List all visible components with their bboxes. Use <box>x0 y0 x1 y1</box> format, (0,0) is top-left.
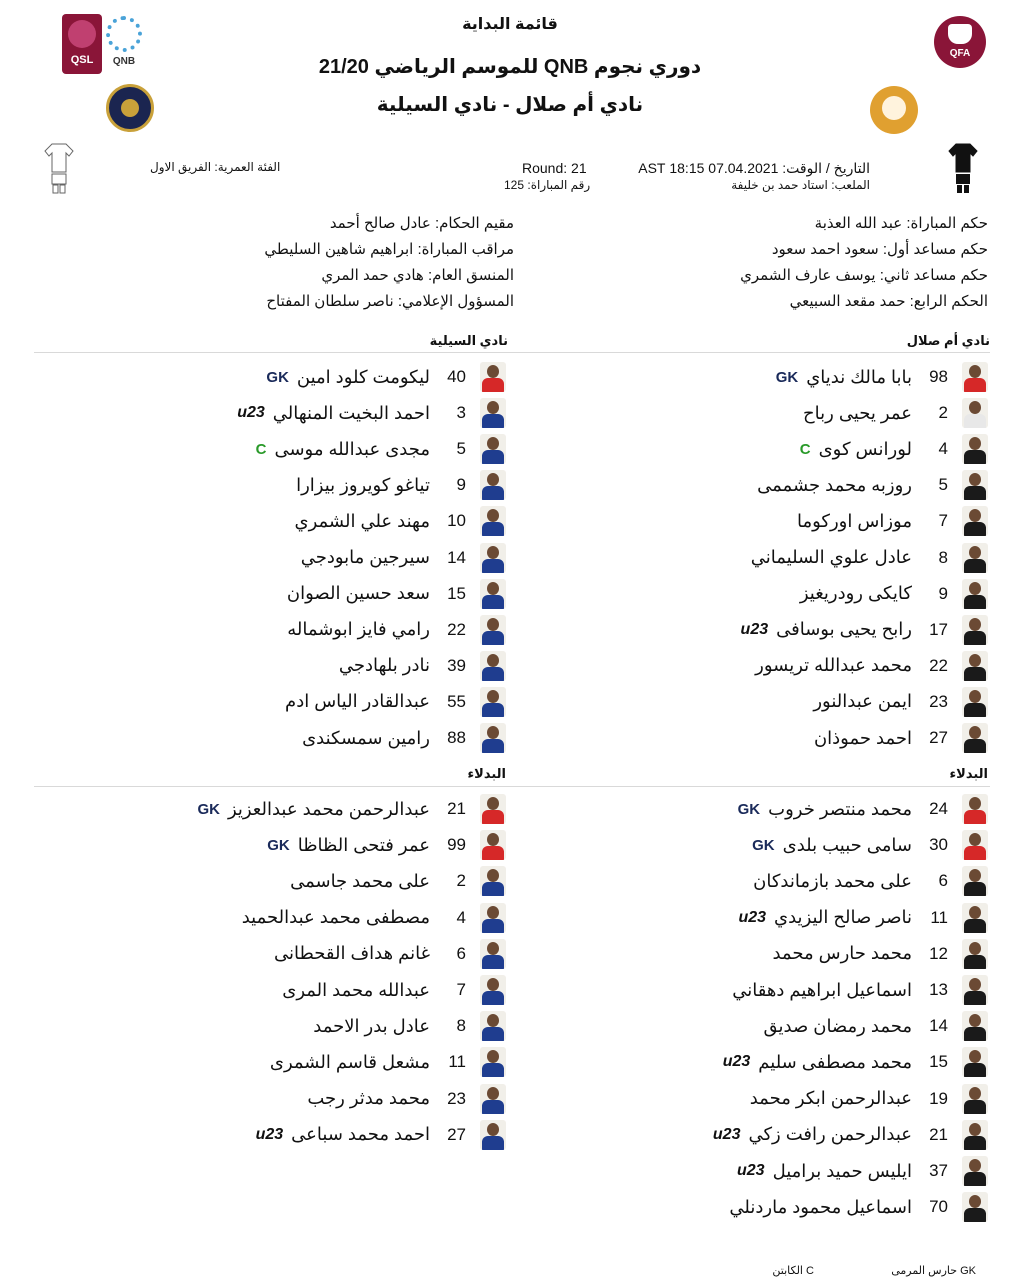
player-photo <box>480 903 506 933</box>
player-number: 27 <box>447 1124 466 1144</box>
player-photo <box>962 1120 988 1150</box>
player-photo <box>962 543 988 573</box>
u23-badge: u23 <box>738 908 767 926</box>
player-row <box>750 1082 988 1116</box>
player-row <box>296 468 506 502</box>
player-photo <box>480 866 506 896</box>
player-row <box>757 468 988 502</box>
official-assistant-1: حكم مساعد أول: سعود احمد سعود <box>771 241 988 258</box>
player-number: 21 <box>447 799 466 818</box>
u23-badge: u23 <box>237 404 265 422</box>
player-row <box>814 721 988 755</box>
player-photo <box>962 398 988 428</box>
player-row <box>813 685 988 719</box>
player-photo <box>962 1011 988 1041</box>
player-row <box>339 649 506 683</box>
player-photo <box>480 543 506 573</box>
player-name: عبدالرحمن رافت زكي <box>748 1124 912 1145</box>
player-number: 8 <box>938 547 948 567</box>
player-row <box>732 973 988 1007</box>
player-photo <box>480 615 506 645</box>
player-row <box>197 792 506 826</box>
player-name: مهند علي الشمري <box>294 510 430 531</box>
player-name: ناصر صالح اليزيدي <box>774 907 912 928</box>
player-photo <box>962 830 988 860</box>
player-row <box>755 649 988 683</box>
player-name: عمر فتحى الظاظا <box>297 834 430 855</box>
player-photo <box>962 975 988 1005</box>
match-datetime: التاريخ / الوقت: 07.04.2021 18:15 AST <box>638 160 870 176</box>
player-number: 40 <box>447 367 466 386</box>
player-photo <box>480 1120 506 1150</box>
player-number: 4 <box>938 439 948 459</box>
player-row <box>751 541 988 575</box>
player-photo <box>962 506 988 536</box>
player-row <box>738 792 988 826</box>
player-name: عبدالله محمد المرى <box>282 979 430 1000</box>
player-name: احمد محمد سباعى <box>291 1124 430 1145</box>
player-name: موزاس اوركوما <box>797 510 912 531</box>
qfa-logo <box>934 16 986 68</box>
player-name: احمد البخيت المنهالي <box>272 402 430 423</box>
player-number: 2 <box>456 871 466 891</box>
player-name: رامين سمسكندى <box>302 727 430 748</box>
player-photo <box>480 723 506 753</box>
player-name: سامى حبيب بلدى <box>782 834 912 855</box>
player-photo <box>480 830 506 860</box>
player-photo <box>962 651 988 681</box>
player-row <box>738 901 988 935</box>
player-name: محمد منتصر خروب <box>768 798 912 819</box>
player-name: سعد حسين الصوان <box>286 583 430 604</box>
player-number: 55 <box>447 691 466 711</box>
player-number: 4 <box>456 907 466 927</box>
player-name: نادر بلهادجي <box>338 655 430 676</box>
player-number: 11 <box>448 1052 466 1072</box>
player-number: 3 <box>456 403 466 423</box>
player-row <box>266 360 506 394</box>
qsl-logo <box>62 14 102 74</box>
player-number: 7 <box>456 980 466 999</box>
divider-starters <box>34 352 990 353</box>
player-name: مشعل قاسم الشمرى <box>269 1051 430 1072</box>
goalkeeper-badge: GK <box>775 368 799 386</box>
age-group: الفئة العمرية: الفريق الاول <box>150 160 281 174</box>
goalkeeper-badge: GK <box>737 800 761 818</box>
player-photo <box>480 434 506 464</box>
player-name: اسماعيل محمود ماردنلي <box>729 1196 912 1217</box>
goalkeeper-badge: GK <box>752 836 775 854</box>
player-number: 37 <box>929 1161 948 1180</box>
player-name: مصطفى محمد عبدالحميد <box>241 907 430 928</box>
goalkeeper-badge: GK <box>267 836 290 854</box>
player-number: 2 <box>938 403 948 423</box>
qnb-logo-text: QNB <box>112 56 136 67</box>
player-number: 30 <box>929 835 948 855</box>
player-row <box>752 828 988 862</box>
away-subs-heading: البدلاء <box>467 766 506 781</box>
player-number: 70 <box>929 1197 948 1217</box>
player-number: 13 <box>929 980 948 999</box>
player-photo <box>480 794 506 824</box>
player-name: لورانس كوى <box>818 438 912 459</box>
match-number: رقم المباراة: 125 <box>504 178 591 192</box>
player-photo <box>480 1047 506 1077</box>
player-photo <box>962 687 988 717</box>
player-photo <box>962 470 988 500</box>
player-number: 15 <box>929 1052 948 1072</box>
legend-captain: C الكابتن <box>772 1265 814 1277</box>
player-photo <box>480 470 506 500</box>
player-number: 8 <box>456 1016 466 1036</box>
player-name: على محمد جاسمى <box>290 870 430 891</box>
player-name: غانم هداف القحطانى <box>274 943 430 964</box>
player-number: 98 <box>929 367 948 386</box>
official-fourth: الحكم الرابع: حمد مقعد السبيعي <box>789 293 988 310</box>
player-row <box>797 504 988 538</box>
sailiya-club-crest <box>106 84 154 132</box>
player-row <box>800 432 988 466</box>
home-kit-icon <box>948 142 978 194</box>
player-name: محمد مصطفى سليم <box>758 1051 912 1072</box>
player-number: 10 <box>447 511 466 531</box>
player-number: 23 <box>447 1088 466 1108</box>
player-photo <box>962 1156 988 1186</box>
player-row <box>285 685 506 719</box>
player-number: 6 <box>456 943 466 963</box>
official-general-coordinator: المنسق العام: هادي حمد المري <box>321 267 514 284</box>
player-row <box>237 396 506 430</box>
player-name: عادل بدر الاحمد <box>313 1015 430 1036</box>
player-row <box>313 1009 506 1043</box>
player-row <box>274 937 506 971</box>
player-name: ايمن عبدالنور <box>813 691 912 712</box>
player-photo <box>962 434 988 464</box>
player-row <box>803 396 988 430</box>
goalkeeper-badge: GK <box>197 800 220 818</box>
player-name: محمد مدثر رجب <box>307 1088 430 1109</box>
qsl-logo-text: QSL <box>70 54 94 66</box>
player-number: 11 <box>930 907 948 927</box>
player-number: 17 <box>929 619 948 639</box>
player-photo <box>962 903 988 933</box>
player-row <box>307 1082 506 1116</box>
player-photo <box>480 579 506 609</box>
player-row <box>753 864 988 898</box>
player-photo <box>962 1084 988 1114</box>
player-photo <box>962 615 988 645</box>
player-number: 9 <box>938 583 948 603</box>
player-row <box>772 937 988 971</box>
player-name: ايليس حميد براميل <box>772 1160 912 1181</box>
player-photo <box>480 1011 506 1041</box>
player-photo <box>962 723 988 753</box>
qfa-logo-text: QFA <box>949 48 971 59</box>
player-name: محمد حارس محمد <box>772 943 912 964</box>
player-photo <box>480 362 506 392</box>
page-title: قائمة البداية <box>462 16 558 33</box>
player-number: 21 <box>929 1124 948 1144</box>
player-row <box>256 432 506 466</box>
player-photo <box>480 687 506 717</box>
player-row <box>301 541 506 575</box>
player-row <box>287 613 506 647</box>
player-row <box>776 360 988 394</box>
player-name: رامي فايز ابوشماله <box>287 619 430 640</box>
u23-badge: u23 <box>737 1162 765 1179</box>
player-name: بابا مالك ندياي <box>806 366 912 387</box>
player-photo <box>962 1047 988 1077</box>
player-photo <box>480 1084 506 1114</box>
player-name: كايكى رودريغيز <box>799 583 912 604</box>
u23-badge: u23 <box>255 1125 284 1143</box>
player-name: عبدالقادر الياس ادم <box>285 691 430 712</box>
player-photo <box>962 939 988 969</box>
official-assistant-2: حكم مساعد ثاني: يوسف عارف الشمري <box>740 267 988 284</box>
player-name: محمد عبدالله تريسور <box>755 655 912 676</box>
player-number: 12 <box>929 943 948 963</box>
player-number: 27 <box>929 728 948 747</box>
player-number: 88 <box>447 728 466 747</box>
player-photo <box>480 398 506 428</box>
player-name: سيرجين مابودجي <box>300 547 430 567</box>
player-number: 15 <box>447 583 466 603</box>
player-photo <box>480 975 506 1005</box>
player-row <box>741 613 988 647</box>
player-number: 5 <box>938 475 948 495</box>
match-round: Round: 21 <box>522 160 587 176</box>
player-row <box>763 1009 988 1043</box>
player-photo <box>962 579 988 609</box>
player-number: 14 <box>447 547 466 567</box>
player-name: عبدالرحمن ابكر محمد <box>749 1088 912 1109</box>
player-name: رابح يحيى بوسافى <box>776 619 912 640</box>
goalkeeper-badge: GK <box>266 368 289 386</box>
player-photo <box>480 939 506 969</box>
player-row <box>270 1045 506 1079</box>
player-number: 22 <box>447 619 466 639</box>
player-row <box>737 1154 988 1188</box>
league-season-title: دوري نجوم QNB للموسم الرياضي 21/20 <box>318 56 702 78</box>
player-row <box>800 577 988 611</box>
captain-badge: C <box>799 440 811 458</box>
umm-salal-club-crest <box>870 86 918 134</box>
official-referee-assessor: مقيم الحكام: عادل صالح أحمد <box>329 215 514 232</box>
player-row <box>713 1118 988 1152</box>
player-number: 5 <box>456 439 466 459</box>
player-photo <box>962 794 988 824</box>
match-title: نادي أم صلال - نادي السيلية <box>376 94 644 116</box>
u23-badge: u23 <box>722 1053 751 1071</box>
player-number: 9 <box>456 475 466 495</box>
player-row <box>282 973 506 1007</box>
player-number: 39 <box>447 655 466 675</box>
home-team-heading: نادي أم صلال <box>906 333 990 348</box>
player-name: احمد حموذان <box>813 727 912 748</box>
away-team-heading: نادي السيلية <box>429 333 508 348</box>
player-photo <box>962 1192 988 1222</box>
player-name: محمد رمضان صديق <box>763 1015 912 1036</box>
qnb-stars-league-logo <box>104 14 144 74</box>
player-row <box>256 1118 506 1152</box>
divider-subs <box>34 786 990 787</box>
player-photo <box>962 362 988 392</box>
u23-badge: u23 <box>712 1125 741 1143</box>
player-row <box>287 577 506 611</box>
player-number: 7 <box>938 511 948 531</box>
player-number: 14 <box>929 1016 948 1036</box>
away-kit-icon <box>44 142 74 194</box>
player-name: عبدالرحمن محمد عبدالعزيز <box>227 798 430 819</box>
captain-badge: C <box>255 440 267 458</box>
home-subs-heading: البدلاء <box>949 766 988 781</box>
player-number: 99 <box>447 835 466 855</box>
player-number: 23 <box>929 691 948 711</box>
player-photo <box>962 866 988 896</box>
player-name: عادل علوي السليماني <box>750 547 912 567</box>
player-row <box>267 828 506 862</box>
player-number: 24 <box>929 799 948 818</box>
legend-goalkeeper: GK حارس المرمى <box>891 1265 976 1277</box>
player-name: روزبه محمد جشممى <box>757 474 912 495</box>
player-photo <box>480 506 506 536</box>
player-row <box>723 1045 988 1079</box>
player-row <box>295 504 507 538</box>
player-row <box>729 1190 988 1224</box>
player-number: 6 <box>938 871 948 891</box>
player-row <box>302 721 506 755</box>
match-stadium: الملعب: استاد حمد بن خليفة <box>731 178 870 192</box>
player-name: على محمد بازماندكان <box>753 870 912 891</box>
player-name: اسماعيل ابراهيم دهقاني <box>732 979 912 1000</box>
player-row <box>242 901 506 935</box>
player-name: عمر يحيى رباح <box>803 402 912 423</box>
player-number: 19 <box>929 1088 948 1108</box>
official-referee: حكم المباراة: عبد الله العذبة <box>814 215 988 232</box>
player-name: ليكومت كلود امين <box>296 366 430 387</box>
player-photo <box>480 651 506 681</box>
player-name: تياغو كويروز بيزارا <box>296 474 430 495</box>
u23-badge: u23 <box>740 620 769 638</box>
player-number: 22 <box>929 655 948 675</box>
official-media-officer: المسؤول الإعلامي: ناصر سلطان المفتاح <box>266 293 514 310</box>
player-row <box>290 864 506 898</box>
official-match-commissioner: مراقب المباراة: ابراهيم شاهين السليطي <box>264 241 514 258</box>
player-name: مجدى عبدالله موسى <box>274 438 430 459</box>
